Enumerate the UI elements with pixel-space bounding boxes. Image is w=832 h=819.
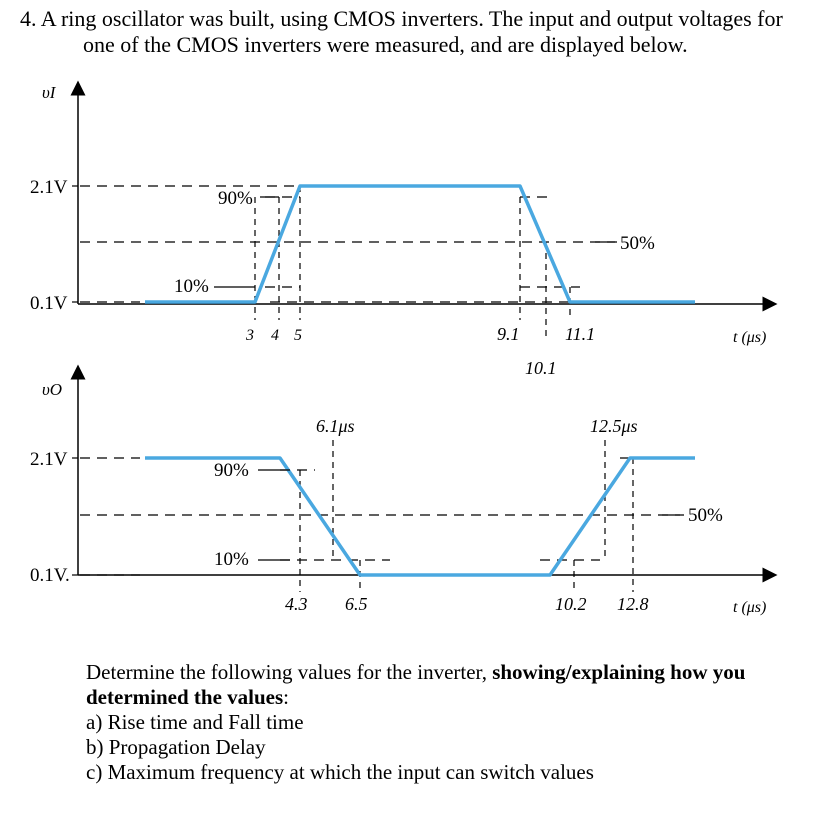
vi-tick-4: 4: [271, 327, 279, 344]
question-a: a) Rise time and Fall time: [86, 710, 304, 734]
vo-annotation-12-5: 12.5μs: [590, 416, 638, 436]
question-intro: [86, 660, 816, 710]
vo-tick-10-2: 10.2: [555, 594, 587, 614]
vi-tick-10-1: 10.1: [525, 358, 557, 378]
vo-10-label: 10%: [214, 549, 249, 570]
vi-50-label: 50%: [620, 233, 655, 254]
question-c: c) Maximum frequency at which the input can switch values: [86, 760, 594, 784]
vi-axis-label: υI: [42, 83, 56, 102]
vi-10-label: 10%: [174, 276, 209, 297]
vi-tick-5: 5: [294, 327, 302, 344]
vi-tick-3: 3: [246, 327, 254, 344]
intro-colon: :: [283, 685, 289, 709]
vo-tick-4-3: 4.3: [285, 594, 308, 614]
intro-bold-text: showing/explaining how you determined the values: [86, 660, 746, 709]
vi-level-low: 0.1V: [30, 293, 68, 314]
vo-90-label: 90%: [214, 460, 249, 481]
vo-time-axis-label: t (μs): [733, 599, 767, 616]
vo-level-high: 2.1V: [30, 449, 68, 470]
question-b: b) Propagation Delay: [86, 735, 266, 759]
vo-guides: [80, 440, 685, 592]
vi-tick-11-1: 11.1: [565, 324, 596, 344]
vi-time-axis-label: t (μs): [733, 329, 767, 346]
vo-axis-label: υO: [42, 380, 63, 399]
vi-guides: [80, 186, 620, 340]
vo-tick-6-5: 6.5: [345, 594, 368, 614]
title-line-2: one of the CMOS inverters were measured, and are displayed below.: [83, 32, 688, 57]
vi-90-label: 90%: [218, 188, 253, 209]
vo-annotation-6-1: 6.1μs: [316, 416, 355, 436]
vi-tick-9-1: 9.1: [497, 324, 520, 344]
vo-level-low: 0.1V.: [30, 565, 70, 586]
question-block: [86, 660, 816, 785]
vo-50-label: 50%: [688, 505, 723, 526]
vi-level-high: 2.1V: [30, 177, 68, 198]
intro-text: Determine the following values for the inverter,: [86, 660, 493, 684]
title-line-1: 4. A ring oscillator was built, using CMOS inverters. The input and output voltages for: [20, 6, 783, 31]
vo-tick-12-8: 12.8: [617, 594, 649, 614]
